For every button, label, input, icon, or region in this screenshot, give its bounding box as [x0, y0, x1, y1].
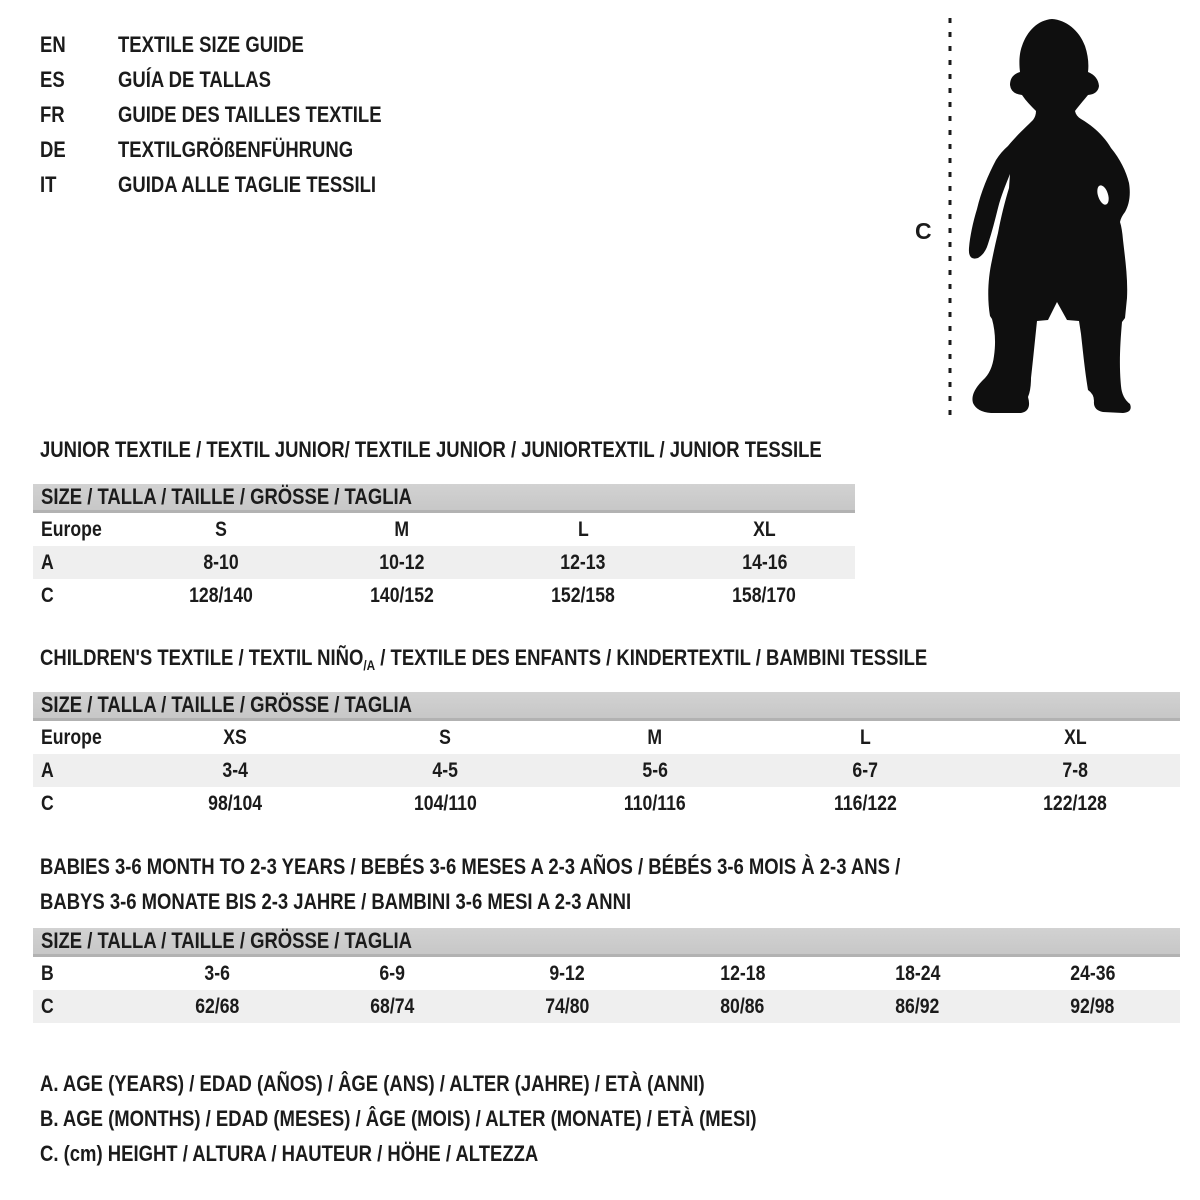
size-cell: 98/104 — [208, 791, 262, 815]
children-section-title: CHILDREN'S TEXTILE / TEXTIL $NIÑO_{/A}$ / TEXTILE DES ENFANTS / KINDERTEXTIL / BAMBINI TESSILE — [40, 645, 928, 673]
height-figure — [880, 0, 1200, 430]
size-cell: XS — [223, 725, 247, 749]
row-label: C — [41, 583, 54, 607]
size-header-label: SIZE / TALLA / TAILLE / GRÖSSE / TAGLIA — [41, 928, 412, 953]
size-cell: 104/110 — [413, 791, 477, 815]
size-cell: S — [214, 517, 227, 541]
size-cell: 86/92 — [895, 994, 940, 1018]
size-cell: 128/140 — [188, 583, 253, 607]
legend-line-b: B. AGE (MONTHS) / EDAD (MESES) / ÂGE (MOIS) / ALTER (MONATE) / ETÀ (MESI) — [40, 1105, 757, 1131]
size-cell: 3-6 — [204, 961, 231, 985]
size-cell: 4-5 — [432, 758, 458, 782]
size-cell: 8-10 — [202, 550, 239, 574]
size-cell: 24-36 — [1069, 961, 1116, 985]
title-subscript: /A — [363, 657, 376, 673]
table-row — [33, 721, 1180, 754]
toddler-silhouette-icon — [969, 19, 1131, 413]
size-cell: 116/122 — [833, 791, 897, 815]
language-code: IT — [40, 171, 57, 197]
size-cell: 62/68 — [195, 994, 240, 1018]
row-label: A — [41, 550, 54, 574]
size-cell: 80/86 — [720, 994, 765, 1018]
language-row — [40, 97, 432, 132]
babies-section-title-line1: BABIES 3-6 MONTH TO 2-3 YEARS / BEBÉS 3-6 MESES A 2-3 AÑOS / BÉBÉS 3-6 MOIS À 2-3 ANS / — [40, 853, 901, 879]
language-row — [40, 167, 432, 202]
size-cell: 158/170 — [732, 583, 797, 607]
babies-size-table — [33, 928, 1180, 1023]
size-header-bar — [33, 928, 1180, 957]
legend — [40, 1066, 893, 1171]
language-row — [40, 132, 432, 167]
language-title: GUIDA ALLE TAGLIE TESSILI — [118, 171, 377, 197]
size-cell: 10-12 — [379, 550, 425, 574]
junior-size-table — [33, 484, 855, 612]
size-cell: L — [859, 725, 871, 749]
size-cell: 122/128 — [1043, 791, 1107, 815]
table-row — [33, 579, 855, 612]
size-cell: 3-4 — [222, 758, 248, 782]
language-title: GUÍA DE TALLAS — [118, 66, 271, 92]
language-code: FR — [40, 101, 65, 127]
size-cell: 12-13 — [560, 550, 606, 574]
table-row — [33, 546, 855, 579]
size-cell: 5-6 — [642, 758, 668, 782]
table-row — [33, 990, 1180, 1023]
size-cell: 12-18 — [719, 961, 766, 985]
children-size-table — [33, 692, 1180, 820]
language-title: GUIDE DES TAILLES TEXTILE — [118, 101, 382, 127]
size-cell: M — [394, 517, 410, 541]
row-label: C — [41, 994, 54, 1018]
size-header-bar — [33, 692, 1180, 721]
size-cell: 92/98 — [1070, 994, 1115, 1018]
language-row — [40, 62, 432, 97]
table-row — [33, 754, 1180, 787]
babies-section-title — [40, 849, 1064, 919]
size-cell: 6-9 — [379, 961, 406, 985]
language-header — [40, 27, 432, 202]
row-label: Europe — [41, 517, 102, 541]
size-cell: 6-7 — [852, 758, 878, 782]
table-row — [33, 513, 855, 546]
legend-line-c: C. (cm) HEIGHT / ALTURA / HAUTEUR / HÖHE / ALTEZZA — [40, 1140, 539, 1166]
row-label: C — [41, 791, 54, 815]
size-cell: 74/80 — [545, 994, 590, 1018]
size-cell: 152/158 — [551, 583, 616, 607]
language-title: TEXTILGRÖßENFÜHRUNG — [118, 136, 354, 162]
language-code: EN — [40, 31, 66, 57]
size-cell: XL — [1063, 725, 1087, 749]
language-code: DE — [40, 136, 66, 162]
size-header-label: SIZE / TALLA / TAILLE / GRÖSSE / TAGLIA — [41, 484, 412, 509]
size-cell: 7-8 — [1062, 758, 1088, 782]
language-row — [40, 27, 432, 62]
babies-section-title-line2: BABYS 3-6 MONATE BIS 2-3 JAHRE / BAMBINI 3-6 MESI A 2-3 ANNI — [40, 888, 632, 914]
language-title: TEXTILE SIZE GUIDE — [118, 31, 304, 57]
legend-line-a: A. AGE (YEARS) / EDAD (AÑOS) / ÂGE (ANS) / ALTER (JAHRE) / ETÀ (ANNI) — [40, 1070, 705, 1096]
size-cell: 18-24 — [894, 961, 941, 985]
table-row — [33, 957, 1180, 990]
language-code: ES — [40, 66, 65, 92]
size-cell: 14-16 — [741, 550, 787, 574]
size-cell: M — [647, 725, 663, 749]
size-cell: 68/74 — [370, 994, 415, 1018]
table-row — [33, 787, 1180, 820]
size-cell: S — [439, 725, 451, 749]
size-cell: 140/152 — [369, 583, 434, 607]
figure-height-label: C — [915, 218, 932, 244]
size-cell: XL — [753, 517, 776, 541]
size-cell: L — [577, 517, 589, 541]
size-header-bar — [33, 484, 855, 513]
row-label: Europe — [41, 725, 102, 749]
size-cell: 9-12 — [549, 961, 586, 985]
row-label: B — [41, 961, 54, 985]
size-cell: 110/116 — [624, 791, 686, 815]
row-label: A — [41, 758, 54, 782]
junior-section-title: JUNIOR TEXTILE / TEXTIL JUNIOR/ TEXTILE JUNIOR / JUNIORTEXTIL / JUNIOR TESSILE — [40, 437, 822, 462]
size-header-label: SIZE / TALLA / TAILLE / GRÖSSE / TAGLIA — [41, 692, 412, 717]
